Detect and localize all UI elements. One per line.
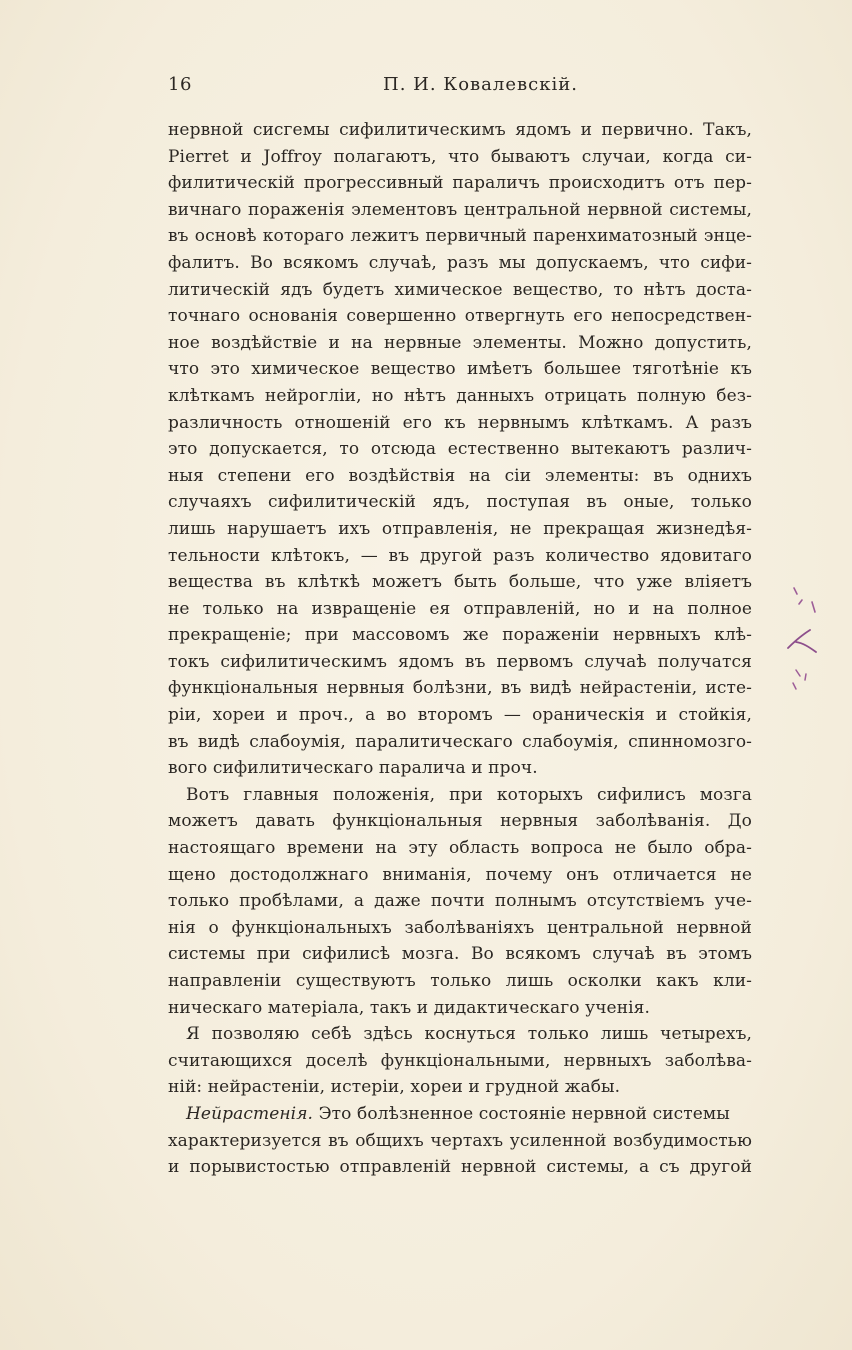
text-line: характеризуется въ общихъ чертахъ усиленной возбудимостью (168, 1130, 752, 1151)
page-number: 16 (168, 74, 192, 95)
text-line: направленіи существуютъ только лишь осколки какъ кли- (168, 971, 752, 991)
text-line: клѣткамъ нейрогліи, но нѣтъ данныхъ отрицать полную без- (168, 385, 752, 406)
text-line: Pierret и Joffroy полагаютъ, что бываютъ случаи, когда си- (168, 146, 752, 167)
text-line: точнаго основанія совершенно отвергнуть его непосредствен- (168, 306, 752, 327)
text-line: прекращеніе; при массовомъ же пораженіи нервныхъ клѣ- (168, 625, 752, 646)
text-line: это допускается, то отсюда естественно вытекаютъ различ- (168, 439, 752, 460)
running-head: П. И. Ковалевскій. (383, 74, 578, 95)
text-line: въ основѣ котораго лежитъ первичный паренхиматозный энце- (168, 226, 752, 247)
section-term: Нейрастенія. (186, 1103, 314, 1124)
text-line: нія о функціональныхъ заболѣваніяхъ центральной нервной (168, 917, 752, 938)
text-line: ныя степени его воздѣйствія на сіи элементы: въ однихъ (168, 465, 752, 486)
text-line: функціональныя нервныя болѣзни, въ видѣ нейрастеніи, исте- (168, 678, 752, 699)
text-line: ническаго матеріала, такъ и дидактическаго ученія. (168, 997, 651, 1018)
text-line: ній: нейрастеніи, истеріи, хореи и грудной жабы. (168, 1077, 621, 1098)
text-line: фалитъ. Во всякомъ случаѣ, разъ мы допускаемъ, что сифи- (168, 252, 752, 273)
text-line: считающихся доселѣ функціональными, нервныхъ заболѣва- (168, 1050, 752, 1071)
text-line: можетъ давать функціональныя нервныя заболѣванія. До (168, 811, 752, 832)
text-line: филитическій прогрессивный параличъ происходитъ отъ пер- (168, 173, 752, 194)
text-line: щено достодолжнаго вниманія, почему онъ отличается не (168, 864, 752, 885)
text-line: въ видѣ слабоумія, паралитическаго слабоумія, спинномозго- (168, 731, 752, 752)
body-text (168, 117, 752, 1181)
text-line: литическій ядъ будетъ химическое вещество, то нѣтъ доста- (168, 279, 752, 300)
text-line: настоящаго времени на эту область вопроса не было обра- (168, 838, 752, 859)
margin-pencil-mark (778, 582, 828, 692)
text-line: не только на извращеніе ея отправленій, но и на полное (168, 598, 752, 619)
text-line: различность отношеній его къ нервнымъ клѣткамъ. А разъ (168, 412, 752, 433)
text-line: Вотъ главныя положенія, при которыхъ сифилисъ мозга (186, 784, 752, 805)
text-line: и порывистостью отправленій нервной системы, а съ другой (168, 1157, 752, 1178)
text-line: Я позволяю себѣ здѣсь коснуться только лишь четырехъ, (186, 1024, 752, 1045)
text-line: тельности клѣтокъ, — въ другой разъ количество ядовитаго (168, 545, 752, 566)
text-line: вого сифилитическаго паралича и проч. (168, 758, 538, 779)
text-line: ное воздѣйствіе и на нервные элементы. Можно допустить, (168, 332, 752, 353)
text-fragment: Это болѣзненное состояніе нервной системы (313, 1103, 730, 1124)
text-line: системы при сифилисѣ мозга. Во всякомъ случаѣ въ этомъ (168, 944, 752, 965)
text-line: вещества въ клѣткѣ можетъ быть больше, что уже вліяетъ (168, 572, 752, 593)
text-line: нервной сисгемы сифилитическимъ ядомъ и первично. Такъ, (168, 120, 752, 140)
text-line: лишь нарушаетъ ихъ отправленія, не прекращая жизнедѣя- (168, 518, 752, 539)
page-header (168, 74, 752, 102)
text-line: только пробѣлами, а даже почти полнымъ отсутствіемъ уче- (168, 891, 752, 912)
text-line: токъ сифилитическимъ ядомъ въ первомъ случаѣ получатся (168, 651, 752, 672)
text-line: вичнаго пораженія элементовъ центральной нервной системы, (168, 199, 752, 220)
text-line: ріи, хореи и проч., а во второмъ — ораническія и стойкія, (168, 705, 752, 726)
text-line: случаяхъ сифилитическій ядъ, поступая въ оные, только (168, 492, 752, 513)
text-line: что это химическое вещество имѣетъ большее тяготѣніе къ (168, 359, 752, 380)
text-line (168, 1101, 752, 1128)
